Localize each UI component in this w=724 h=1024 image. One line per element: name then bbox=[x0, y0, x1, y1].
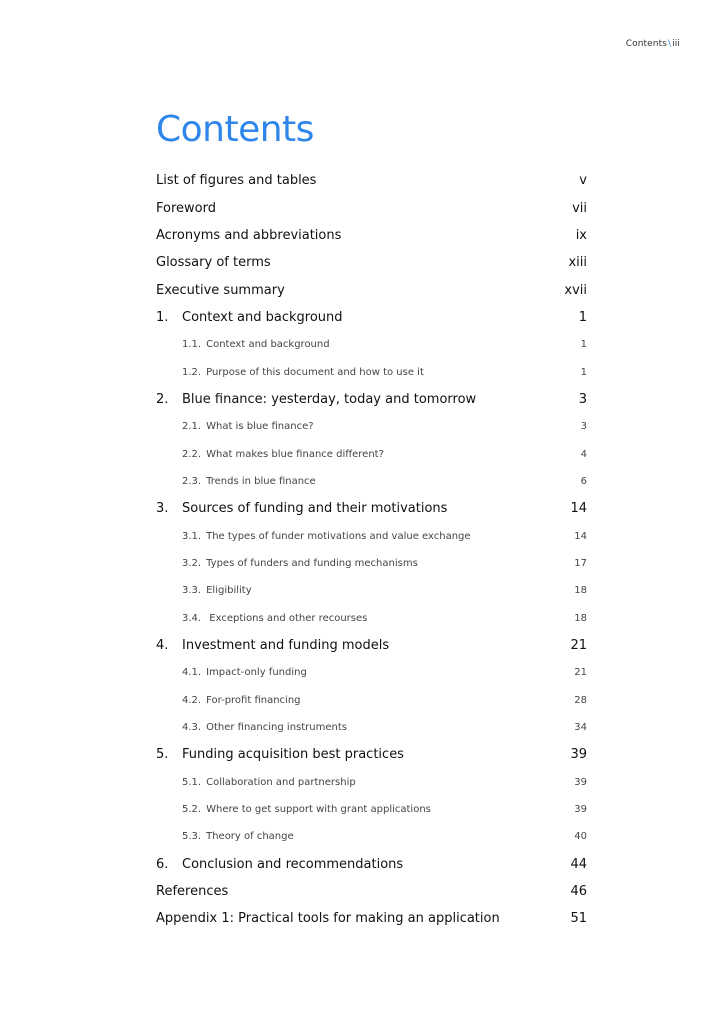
toc-entry-label bbox=[156, 558, 418, 569]
toc-entry-title: Where to get support with grant applications bbox=[206, 804, 431, 816]
toc-entry-label bbox=[156, 228, 341, 243]
running-header bbox=[626, 39, 680, 49]
toc-entry-label bbox=[156, 857, 403, 872]
toc-entry-label bbox=[156, 367, 424, 378]
toc-entry-number: 4.1. bbox=[182, 667, 202, 679]
toc-entry[interactable] bbox=[156, 167, 587, 194]
toc-entry-title: Types of funders and funding mechanisms bbox=[206, 557, 418, 569]
toc-subentry[interactable] bbox=[156, 440, 587, 467]
toc-subentry[interactable] bbox=[156, 796, 587, 823]
toc-entry-title: What is blue finance? bbox=[206, 421, 314, 433]
toc-entry-number: 2. bbox=[156, 391, 169, 407]
toc-entry-page-number: 34 bbox=[574, 722, 587, 734]
toc-entry[interactable] bbox=[156, 222, 587, 249]
toc-entry-number: 3.4. bbox=[182, 612, 202, 624]
toc-entry-title: The types of funder motivations and value exchange bbox=[206, 530, 471, 542]
toc-entry-title: Collaboration and partnership bbox=[206, 776, 356, 788]
toc-entry-number: 3.1. bbox=[182, 530, 202, 542]
toc-entry-title: Conclusion and recommendations bbox=[182, 856, 404, 872]
table-of-contents bbox=[156, 167, 587, 933]
toc-entry-page-number: 28 bbox=[574, 694, 587, 706]
toc-subentry[interactable] bbox=[156, 331, 587, 358]
toc-entry-number: 4.3. bbox=[182, 722, 202, 734]
toc-entry[interactable] bbox=[156, 276, 587, 303]
toc-entry-page-number: 17 bbox=[574, 557, 587, 569]
toc-entry-label bbox=[156, 747, 404, 762]
toc-entry-label bbox=[156, 339, 330, 350]
toc-entry-number: 3.2. bbox=[182, 557, 202, 569]
toc-subentry[interactable] bbox=[156, 714, 587, 741]
toc-entry[interactable] bbox=[156, 632, 587, 659]
toc-entry-label bbox=[156, 884, 228, 899]
toc-entry-number: 6. bbox=[156, 856, 169, 872]
toc-entry-title: Exceptions and other recourses bbox=[206, 612, 368, 624]
toc-subentry[interactable] bbox=[156, 577, 587, 604]
toc-entry-number: 3.3. bbox=[182, 585, 202, 597]
toc-entry[interactable] bbox=[156, 194, 587, 221]
toc-entry[interactable] bbox=[156, 249, 587, 276]
running-header-section: Contents bbox=[625, 39, 668, 49]
toc-subentry[interactable] bbox=[156, 687, 587, 714]
toc-entry-title: Other financing instruments bbox=[206, 722, 347, 734]
toc-entry-title: Acronyms and abbreviations bbox=[156, 227, 342, 243]
toc-entry-label bbox=[156, 310, 343, 325]
toc-entry-number: 1. bbox=[156, 309, 169, 325]
toc-entry-page-number: 14 bbox=[570, 501, 587, 517]
toc-entry-title: Appendix 1: Practical tools for making an application bbox=[156, 911, 500, 927]
toc-entry-label bbox=[156, 476, 316, 487]
toc-entry-number: 2.3. bbox=[182, 475, 202, 487]
toc-entry-page-number: 1 bbox=[578, 309, 587, 325]
toc-entry-label bbox=[156, 501, 447, 516]
toc-entry-label bbox=[156, 667, 307, 678]
toc-entry-title: Impact-only funding bbox=[206, 667, 307, 679]
toc-entry-page-number: xvii bbox=[564, 282, 587, 298]
toc-entry-title: Foreword bbox=[156, 200, 216, 216]
toc-entry-page-number: xiii bbox=[568, 255, 587, 271]
toc-entry-number: 5. bbox=[156, 747, 169, 763]
toc-entry-title: Investment and funding models bbox=[182, 638, 390, 654]
toc-entry-label bbox=[156, 911, 500, 926]
toc-entry-title: References bbox=[156, 884, 229, 900]
toc-entry-label bbox=[156, 695, 301, 706]
toc-entry-page-number: 14 bbox=[574, 530, 587, 542]
toc-entry-number: 2.1. bbox=[182, 421, 202, 433]
toc-entry-title: Purpose of this document and how to use it bbox=[206, 366, 424, 378]
running-header-page-number: iii bbox=[672, 39, 680, 49]
toc-entry-title: Glossary of terms bbox=[156, 255, 271, 271]
toc-entry-title: For-profit financing bbox=[206, 694, 301, 706]
toc-entry-label bbox=[156, 531, 471, 542]
toc-entry-number: 1.1. bbox=[182, 339, 202, 351]
toc-entry-page-number: 44 bbox=[570, 856, 587, 872]
toc-entry-page-number: 1 bbox=[580, 366, 587, 378]
toc-entry-page-number: 21 bbox=[570, 638, 587, 654]
toc-entry-label bbox=[156, 421, 314, 432]
toc-entry-page-number: 6 bbox=[580, 475, 587, 487]
toc-entry-page-number: 18 bbox=[574, 585, 587, 597]
toc-entry-number: 4. bbox=[156, 638, 169, 654]
toc-entry-number: 3. bbox=[156, 501, 169, 517]
toc-entry-number: 1.2. bbox=[182, 366, 202, 378]
toc-entry-page-number: 3 bbox=[580, 421, 587, 433]
toc-entry-number: 4.2. bbox=[182, 694, 202, 706]
toc-entry-title: List of figures and tables bbox=[156, 173, 317, 189]
toc-entry-page-number: 39 bbox=[574, 776, 587, 788]
toc-entry[interactable] bbox=[156, 741, 587, 768]
toc-entry-title: Theory of change bbox=[206, 831, 294, 843]
toc-entry-page-number: 51 bbox=[570, 911, 587, 927]
toc-entry-page-number: 1 bbox=[580, 339, 587, 351]
toc-entry-title: Blue finance: yesterday, today and tomorrow bbox=[182, 391, 477, 407]
toc-entry-page-number: vii bbox=[572, 200, 587, 216]
toc-entry[interactable] bbox=[156, 905, 587, 932]
page-title: Contents bbox=[156, 109, 314, 150]
toc-entry-title: Executive summary bbox=[156, 282, 285, 298]
toc-entry[interactable] bbox=[156, 495, 587, 522]
toc-entry-page-number: 39 bbox=[574, 804, 587, 816]
toc-entry-page-number: 4 bbox=[580, 448, 587, 460]
toc-entry-label bbox=[156, 585, 252, 596]
toc-entry-number: 5.1. bbox=[182, 776, 202, 788]
toc-subentry[interactable] bbox=[156, 468, 587, 495]
toc-entry-number: 5.3. bbox=[182, 831, 202, 843]
toc-subentry[interactable] bbox=[156, 823, 587, 850]
toc-entry-label bbox=[156, 201, 216, 216]
toc-entry-page-number: 39 bbox=[570, 747, 587, 763]
toc-entry-page-number: v bbox=[579, 173, 587, 189]
toc-entry-page-number: 46 bbox=[570, 884, 587, 900]
toc-entry-page-number: 18 bbox=[574, 612, 587, 624]
toc-entry-label bbox=[156, 255, 271, 270]
toc-entry[interactable] bbox=[156, 304, 587, 331]
toc-subentry[interactable] bbox=[156, 769, 587, 796]
toc-subentry[interactable] bbox=[156, 659, 587, 686]
toc-subentry[interactable] bbox=[156, 550, 587, 577]
toc-entry-title: Eligibility bbox=[206, 585, 252, 597]
toc-entry-label bbox=[156, 638, 389, 653]
toc-entry-page-number: 40 bbox=[574, 831, 587, 843]
toc-entry-label bbox=[156, 777, 356, 788]
toc-subentry[interactable] bbox=[156, 522, 587, 549]
toc-entry-title: What makes blue finance different? bbox=[206, 448, 384, 460]
toc-subentry[interactable] bbox=[156, 413, 587, 440]
running-header-separator: \ bbox=[668, 39, 672, 49]
toc-entry-label bbox=[156, 722, 347, 733]
toc-entry-title: Sources of funding and their motivations bbox=[182, 501, 448, 517]
toc-entry-page-number: 21 bbox=[574, 667, 587, 679]
toc-entry-number: 5.2. bbox=[182, 804, 202, 816]
toc-entry-title: Trends in blue finance bbox=[206, 475, 316, 487]
toc-entry-number: 2.2. bbox=[182, 448, 202, 460]
toc-entry-label bbox=[156, 449, 384, 460]
toc-entry-label bbox=[156, 173, 316, 188]
toc-entry[interactable] bbox=[156, 878, 587, 905]
toc-subentry[interactable] bbox=[156, 605, 587, 632]
toc-entry-label bbox=[156, 613, 367, 624]
toc-entry-label bbox=[156, 392, 476, 407]
toc-entry-title: Context and background bbox=[182, 309, 343, 325]
toc-entry-page-number: 3 bbox=[578, 391, 587, 407]
toc-entry-title: Context and background bbox=[206, 339, 330, 351]
toc-subentry[interactable] bbox=[156, 358, 587, 385]
toc-entry[interactable] bbox=[156, 851, 587, 878]
toc-entry-title: Funding acquisition best practices bbox=[182, 747, 404, 763]
toc-entry-label bbox=[156, 804, 431, 815]
toc-entry-label bbox=[156, 283, 285, 298]
toc-entry-page-number: ix bbox=[575, 227, 587, 243]
toc-entry[interactable] bbox=[156, 386, 587, 413]
toc-entry-label bbox=[156, 831, 294, 842]
